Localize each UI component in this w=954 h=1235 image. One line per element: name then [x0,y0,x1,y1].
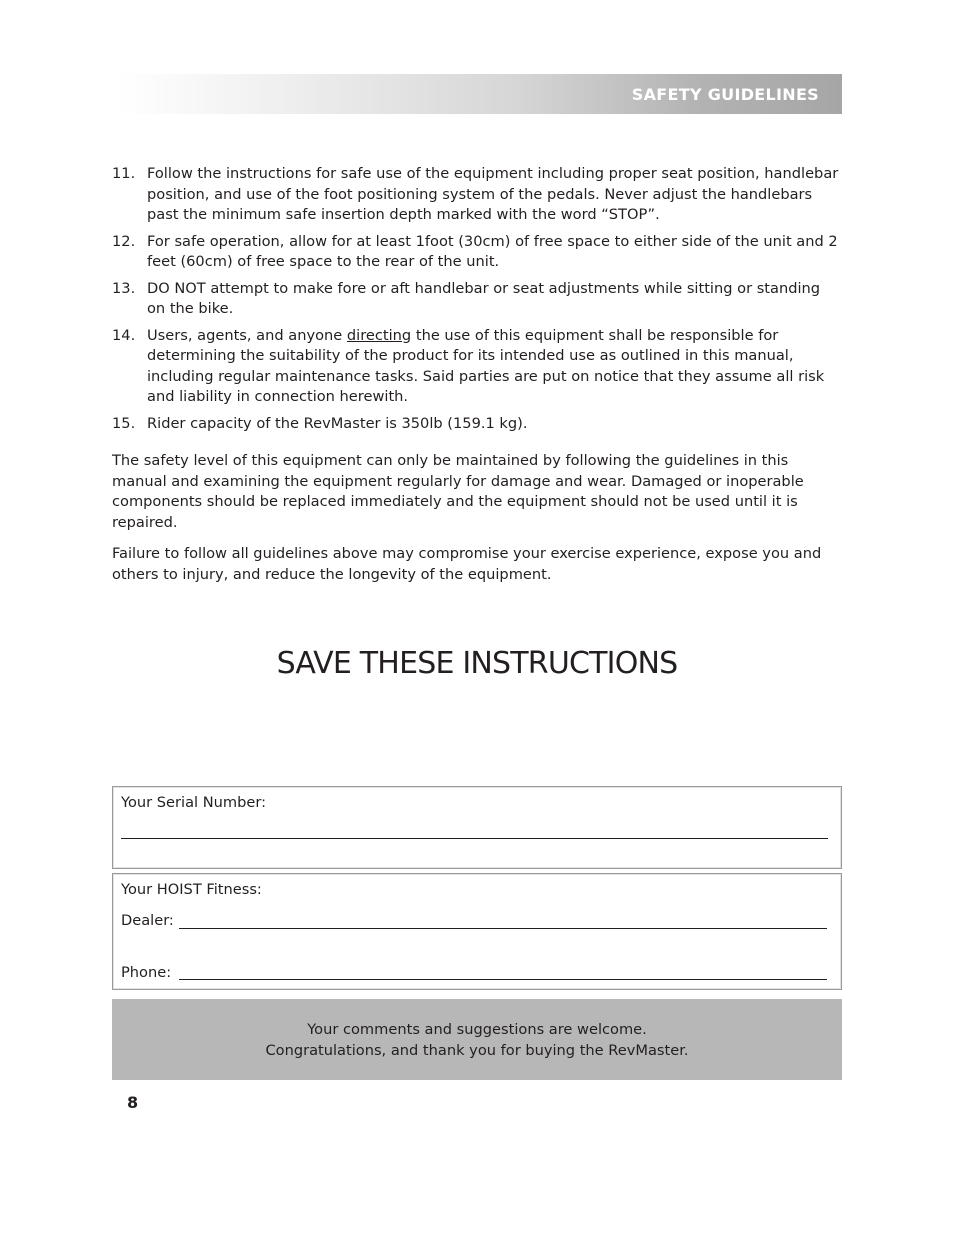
save-instructions-title: SAVE THESE INSTRUCTIONS [276,646,678,681]
item-number: 12. [112,232,136,250]
phone-label: Phone: [121,964,172,981]
dealer-box-label: Your HOIST Fitness: [121,881,262,898]
footer-message-box [112,999,842,1080]
dealer-info-box [112,873,842,990]
dealer-label: Dealer: [121,912,174,929]
underlined-word: directing [346,326,412,344]
serial-number-label: Your Serial Number: [121,794,267,811]
dealer-line [179,928,827,929]
list-item [112,164,842,226]
list-item [112,232,842,273]
item-number: 11. [112,165,136,182]
item-text: Follow the instructions for safe use of the equipment including proper seat position, handlebar position, and use of the foot positioning system of the pedals. Never adjust the handlebars past the minimum safe insertion depth marked with the word “STOP”. [147,165,839,223]
item-text-before: Users, agents, and anyone [147,326,347,344]
comments-welcome-text: Your comments and suggestions are welcome. [307,1021,647,1038]
item-text: DO NOT attempt to make fore or aft handlebar or seat adjustments while sitting or standing on the bike. [147,279,821,317]
list-item [112,414,842,435]
item-text: Rider capacity of the RevMaster is 350lb (159.1 kg). [147,414,528,432]
page-number: 8 [127,1093,139,1112]
guidelines-list [112,164,842,434]
item-number: 13. [112,279,136,297]
list-item [112,279,842,320]
serial-number-box [112,786,842,869]
safety-paragraph: The safety level of this equipment can only be maintained by following the guidelines in this manual and examining the equipment regularly for damage and wear. Damaged or inoperable components should be replaced immediately and the equipment should not be used until it is repaired. [112,452,804,531]
section-header-band [118,74,842,114]
list-item [112,326,842,408]
phone-line [179,979,827,980]
failure-paragraph: Failure to follow all guidelines above may compromise your exercise experience, expose you and others to injury, and reduce the longevity of the equipment. [112,545,822,583]
item-text: For safe operation, allow for at least 1foot (30cm) of free space to either side of the unit and 2 feet (60cm) of free space to the rear of the unit. [147,232,838,270]
section-title: SAFETY GUIDELINES [631,85,819,104]
item-number: 14. [112,326,136,344]
item-text-after: the use of this equipment shall be responsible for determining the suitability of the product for its intended use as outlined in this manual, including regular maintenance tasks. Said parties are put on notice that they assume all risk and liability in connection herewith. [147,326,825,405]
item-number: 15. [112,414,136,432]
guidelines-content [112,164,842,596]
serial-number-line [121,838,828,839]
thank-you-text: Congratulations, and thank you for buying the RevMaster. [265,1042,689,1059]
